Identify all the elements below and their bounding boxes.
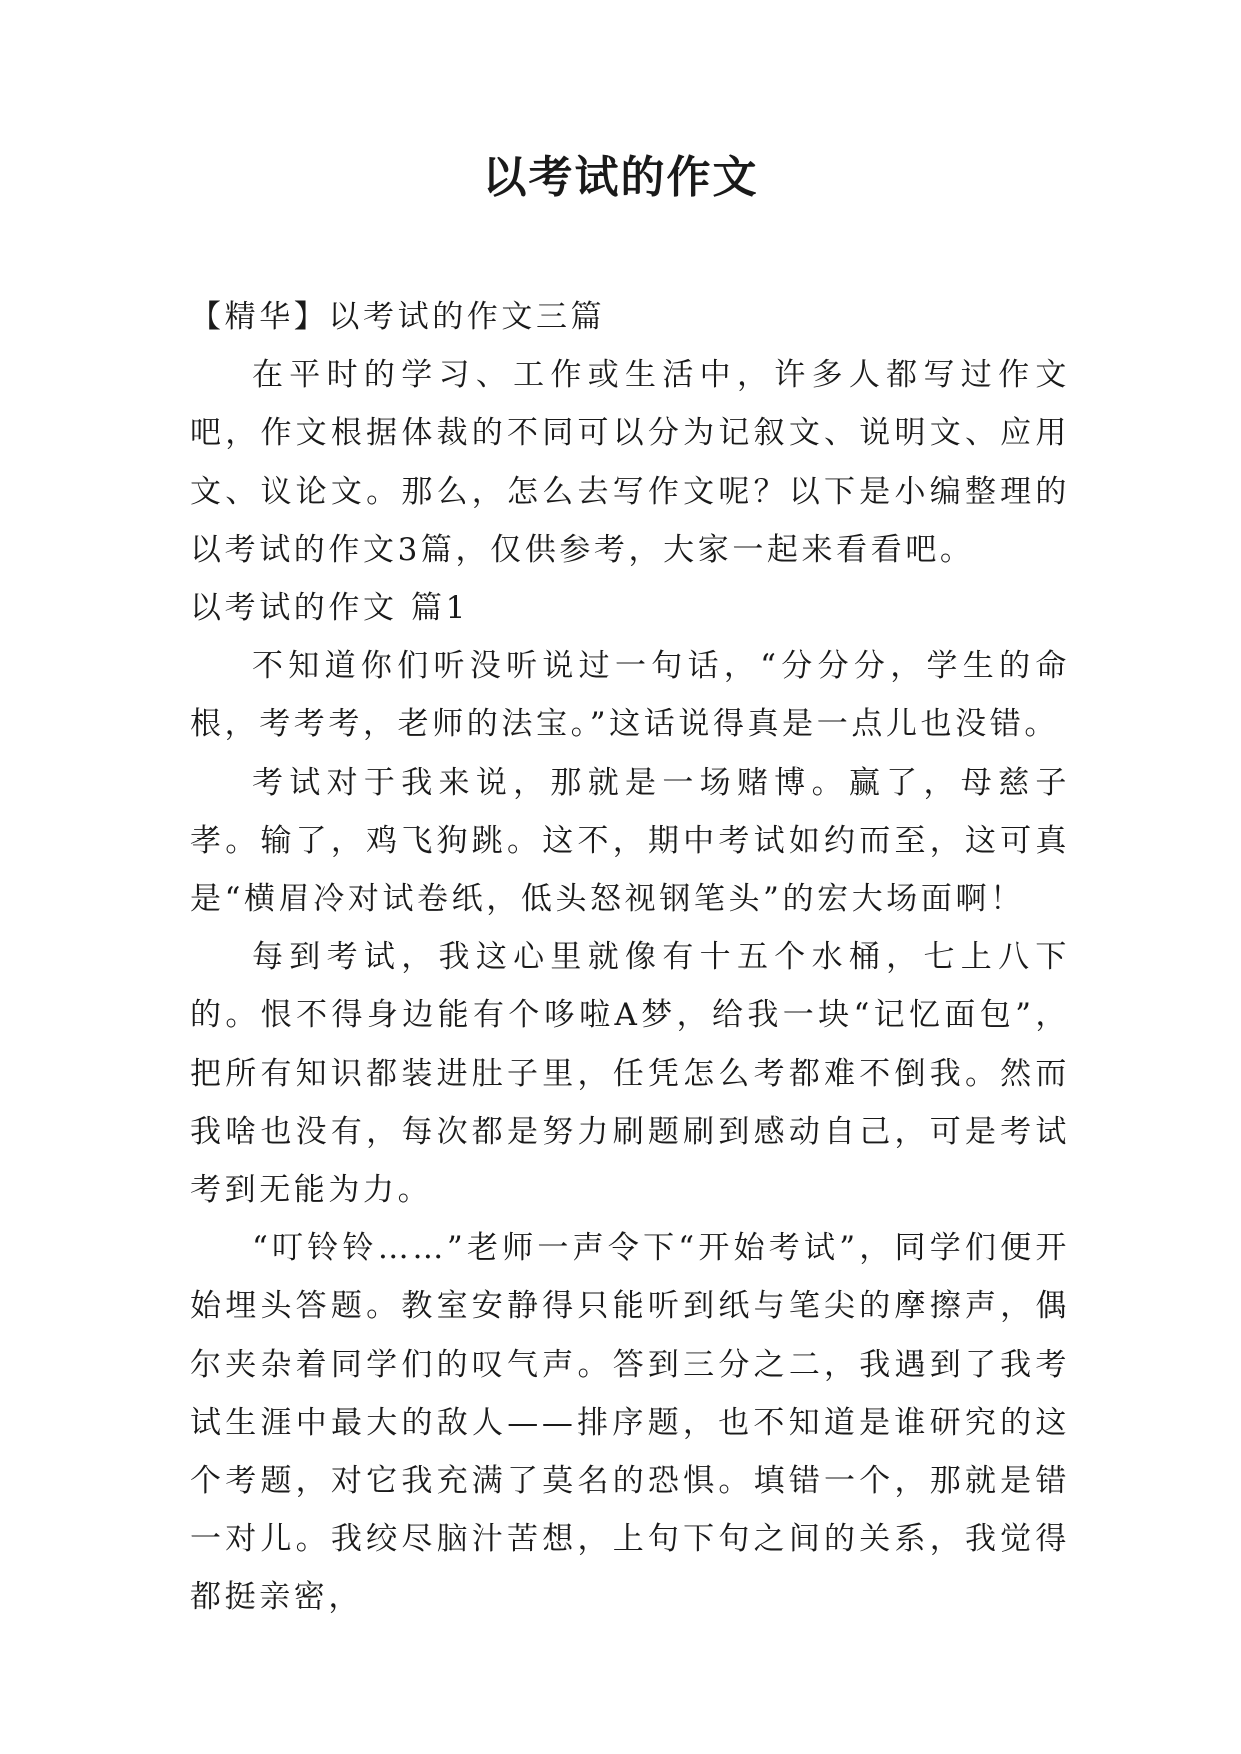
intro-paragraph: 在平时的学习、工作或生活中，许多人都写过作文吧，作文根据体裁的不同可以分为记叙文、说明文、应用文、议论文。那么，怎么去写作文呢？以下是小编整理的以考试的作文3篇，仅供参考，大家一起来看看吧。 (190, 357, 1070, 568)
body-paragraph: 考试对于我来说，那就是一场赌博。赢了，母慈子孝。输了，鸡飞狗跳。这不，期中考试如约而至，这可真是“横眉冷对试卷纸，低头怒视钢笔头”的宏大场面啊！ (190, 764, 1070, 918)
document-body (190, 288, 1070, 1627)
body-paragraph: 不知道你们听没听说过一句话，“分分分，学生的命根，考考考，老师的法宝。”这话说得真是一点儿也没错。 (190, 648, 1070, 743)
body-paragraph: “叮铃铃……”老师一声令下“开始考试”，同学们便开始埋头答题。教室安静得只能听到纸与笔尖的摩擦声，偶尔夹杂着同学们的叹气声。答到三分之二，我遇到了我考试生涯中最大的敌人——排序题，也不知道是谁研究的这个考题，对它我充满了莫名的恐惧。填错一个，那就是错一对儿。我绞尽脑汁苦想，上句下句之间的关系，我觉得都挺亲密， (190, 1230, 1070, 1616)
body-paragraph: 每到考试，我这心里就像有十五个水桶，七上八下的。恨不得身边能有个哆啦A梦，给我一块“记忆面包”，把所有知识都装进肚子里，任凭怎么考都难不倒我。然而我啥也没有，每次都是努力刷题刷到感动自己，可是考试考到无能为力。 (190, 939, 1070, 1209)
section-heading: 以考试的作文 篇1 (190, 590, 469, 627)
document-subtitle: 【精华】以考试的作文三篇 (190, 299, 606, 335)
document-title: 以考试的作文 (482, 152, 759, 203)
